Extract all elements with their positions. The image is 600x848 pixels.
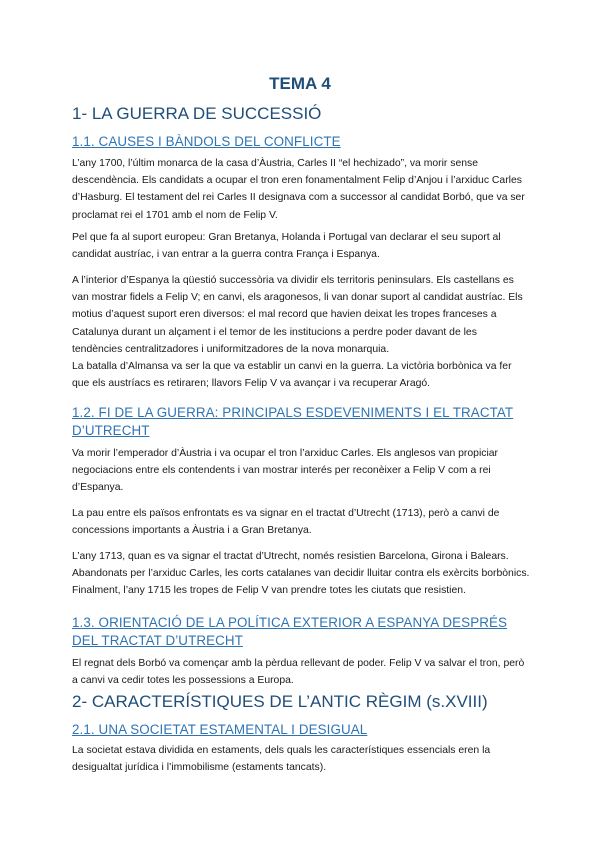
paragraph: Pel que fa al suport europeu: Gran Bretanya, Holanda i Portugal van declarar el seu suport al candidat austríac, i van entrar a la guerra contra França i Espanya. [72,232,501,261]
paragraph: La batalla d’Almansa va ser la que va establir un canvi en la guerra. La victòria borbònica va fer que els austríacs es retiraren; llavors Felip V va avançar i va recuperar Aragó. [72,361,512,390]
paragraph: Va morir l’emperador d’Àustria i va ocupar el tron l’arxiduc Carles. Els anglesos van propiciar negociacions entre els contendents i van mostrar interés per reconèixer a Felip V com a rei d’Espanya. [72,448,499,494]
subsection-heading: 1.3. ORIENTACIÓ DE LA POLÍTICA EXTERIOR A ESPANYA DESPRÉS DEL TRACTAT D’UTRECHT [72,615,508,648]
paragraph: L’any 1700, l’últim monarca de la casa d’Àustria, Carles II “el hechizado”, va morir sense descendència. Els candidats a ocupar el tron eren fonamentalment Felip d’Anjou i l’arxiduc Carles d’Hasburg. El testament del rei Carles II designava com a successor al candidat Borbó, que va ser proclamat rei el 1701 amb el nom de Felip V. [72,158,525,221]
section-heading: 2- CARACTERÍSTIQUES DE L’ANTIC RÈGIM (s.XVIII) [72,692,488,711]
subsection-heading: 2.1. UNA SOCIETAT ESTAMENTAL I DESIGUAL [72,722,368,737]
document-title: TEMA 4 [269,74,331,93]
paragraph: La pau entre els països enfrontats es va signar en el tractat d’Utrecht (1713), però a canvi de concessions importants a Àustria i a Gran Bretanya. [72,508,500,537]
paragraph: El regnat dels Borbó va començar amb la pèrdua rellevant de poder. Felip V va salvar el tron, però a canvi va cedir totes les possessions a Europa. [72,658,525,687]
section-heading: 1- LA GUERRA DE SUCCESSIÓ [72,104,322,123]
paragraph: L’any 1713, quan es va signar el tractat d’Utrecht, només resistien Barcelona, Girona i Balears. Abandonats per l’arxiduc Carles, les corts catalanes van decidir lluitar contra els exèrcits borbònics. Finalment, l’any 1715 les tropes de Felip V van prendre totes les ciutats que resistien. [72,551,530,597]
paragraph: La societat estava dividida en estaments, dels quals les característiques essencials eren la desigualtat jurídica i l’immobilisme (estaments tancats). [72,745,491,774]
subsection-heading: 1.2. FI DE LA GUERRA: PRINCIPALS ESDEVENIMENTS I EL TRACTAT D’UTRECHT [72,405,514,438]
paragraph: A l’interior d’Espanya la qüestió successòria va dividir els territoris peninsulars. Els castellans es van mostrar fidels a Felip V; en canvi, els aragonesos, li van donar suport al candidat austríac. Els motius d’aquest suport eren diversos: el mal record que havien deixat les tropes franceses a Catalunya durant un alçament i el temor de les institucions a perdre poder davant de les tendències centralitzadores i uniformitzadores de la nova monarquia. [72,275,523,355]
subsection-heading: 1.1. CAUSES I BÀNDOLS DEL CONFLICTE [72,134,341,149]
